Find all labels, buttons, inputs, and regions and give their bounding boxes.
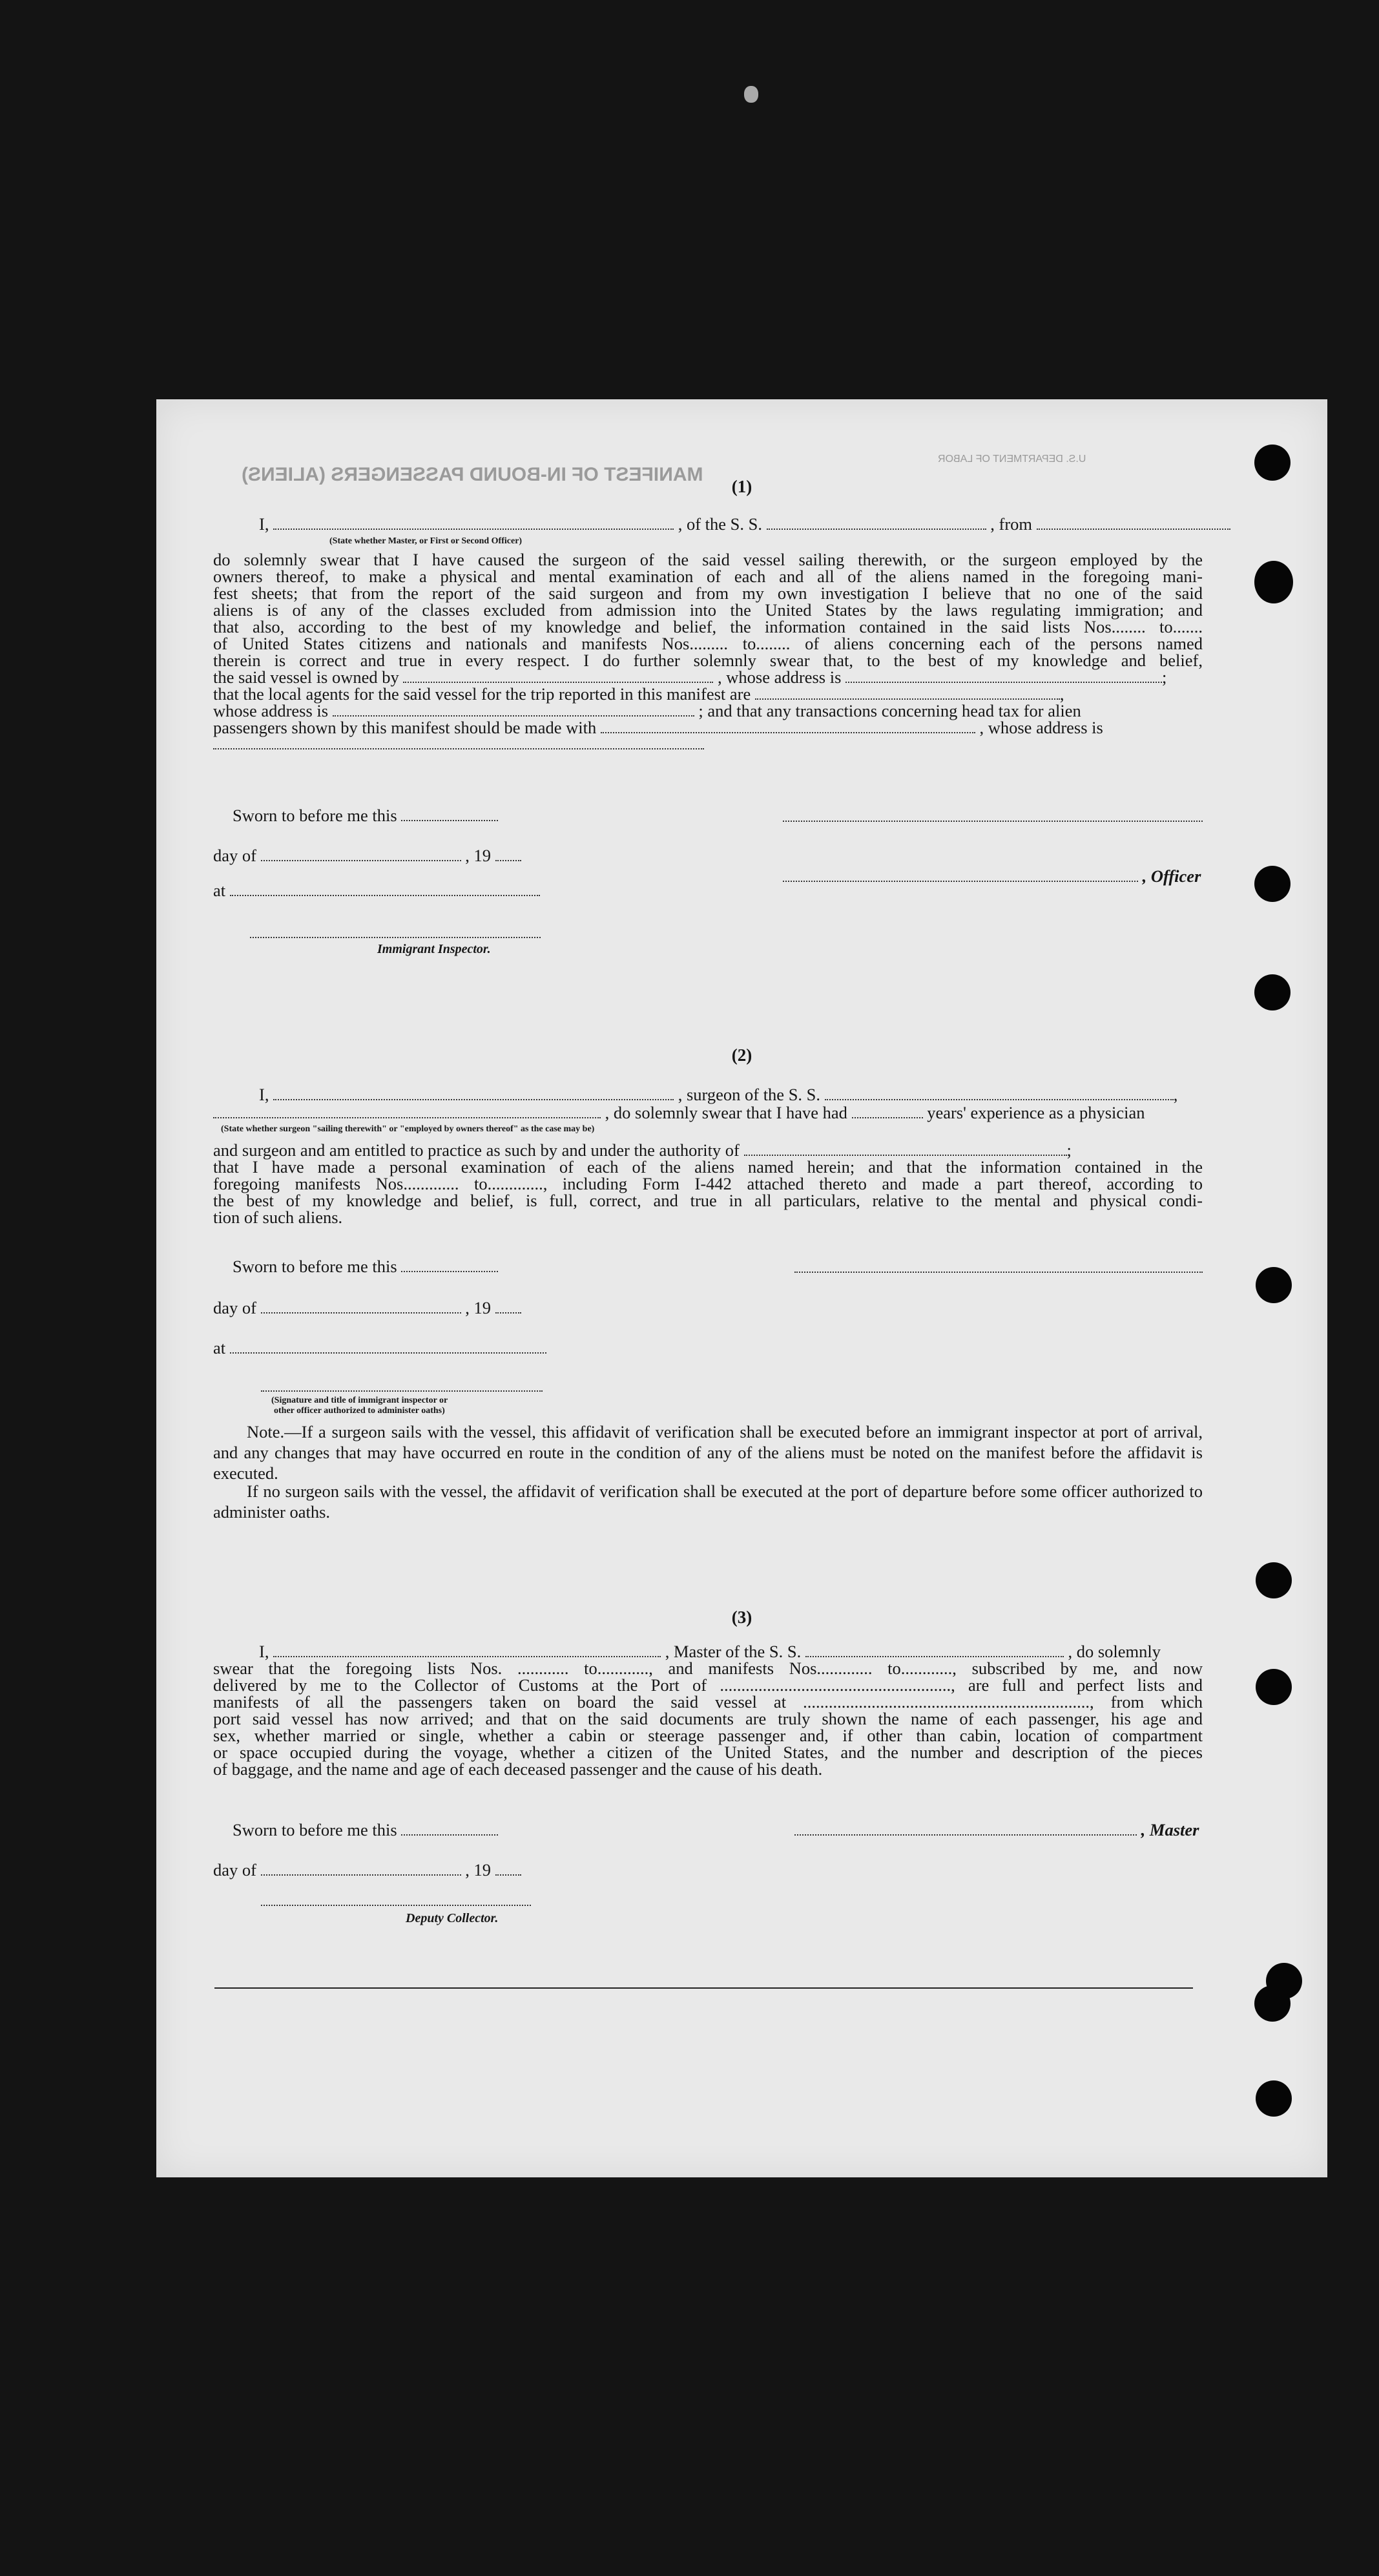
headtax-with-label: passengers shown by this manifest should be made with — [213, 718, 597, 737]
s1-sworn-label: Sworn to before me this — [233, 806, 397, 825]
s1-at-label: at — [213, 881, 226, 900]
s3-line: of baggage, and the name and age of each deceased passenger and the cause of his death. — [213, 1759, 823, 1779]
punch-hole — [1254, 866, 1291, 902]
s2-physician-label: years' experience as a physician — [927, 1103, 1145, 1122]
s2-line: the best of my knowledge and belief, is full, correct, and true in all particulars, relative to the mental and physical condi- — [213, 1191, 1203, 1210]
s2-year-label: , 19 — [465, 1298, 491, 1317]
s3-vessel-field[interactable] — [805, 1643, 1064, 1657]
headtax-address-label: , whose address is — [979, 718, 1103, 737]
stamp-header: MANIFEST OF IN-BOUND PASSENGERS (ALIENS) — [242, 464, 703, 485]
s1-ss-label: , of the S. S. — [678, 514, 763, 534]
owned-label: the said vessel is owned by — [213, 667, 399, 687]
years-experience-field[interactable] — [852, 1104, 923, 1118]
authority-field[interactable] — [744, 1142, 1067, 1156]
s3-year-label: , 19 — [465, 1860, 491, 1880]
headtax-address-field[interactable] — [213, 748, 704, 749]
punch-hole — [1256, 1562, 1292, 1598]
s2-authority-line: and surgeon and am entitled to practice as such by and under the authority of ; — [213, 1140, 1072, 1160]
punch-hole — [1256, 1267, 1292, 1303]
stamp-small: U.S. DEPARTMENT OF LABOR — [938, 454, 1086, 465]
s2-i: I, — [259, 1085, 269, 1104]
s3-line: manifests of all the passengers taken on board the said vessel at ..................................................................., from which — [213, 1692, 1203, 1712]
s2-sworn-day-field[interactable] — [401, 1258, 498, 1272]
s2-year-field[interactable] — [495, 1299, 521, 1314]
s2-exp-line — [213, 1102, 1145, 1123]
s1-officer — [783, 866, 1201, 886]
s2-sig-caption-1: (Signature and title of immigrant inspector or — [271, 1396, 448, 1405]
s3-i: I, — [259, 1642, 269, 1661]
scan-speck — [744, 86, 758, 103]
immigrant-inspector-label: Immigrant Inspector. — [377, 942, 491, 956]
s3-dayof-label: day of — [213, 1860, 256, 1880]
surgeon-name-field[interactable] — [273, 1086, 674, 1100]
s2-ss-label: , surgeon of the S. S. — [678, 1085, 821, 1104]
s1-line: that also, according to the best of my knowledge and belief, the information contained in the said lists Nos........ to....... — [213, 617, 1203, 636]
s2-month-field[interactable] — [261, 1299, 461, 1314]
s1-line: do solemnly swear that I have caused the surgeon of the said vessel sailing therewith, or the surgeon employed by the — [213, 550, 1203, 569]
s2-line: tion of such aliens. — [213, 1208, 343, 1227]
s2-status-caption: (State whether surgeon "sailing therewith" or "employed by owners thereof" as the case may be) — [221, 1124, 595, 1134]
punch-hole — [1254, 1985, 1291, 2022]
s3-ss-label: , Master of the S. S. — [665, 1642, 802, 1661]
collector-signature-field[interactable] — [261, 1905, 531, 1906]
section-2-heading: (2) — [731, 1045, 752, 1065]
s3-line: port said vessel has now arrived; and that on the said documents are truly shown the name of each passenger, his age and — [213, 1709, 1203, 1728]
s3-master — [794, 1819, 1199, 1840]
surgeon-signature-field[interactable] — [794, 1272, 1203, 1273]
s1-at-field[interactable] — [230, 882, 540, 896]
s3-solemnly-label: , do solemnly — [1068, 1642, 1161, 1661]
owner-field[interactable] — [403, 669, 713, 683]
s2-at — [213, 1337, 546, 1358]
punch-hole — [1254, 561, 1293, 603]
agents-address-label: whose address is — [213, 701, 329, 720]
officer-name-field[interactable] — [273, 516, 674, 530]
headtax-label: ; and that any transactions concerning head tax for alien — [698, 701, 1081, 720]
s1-line: of United States citizens and nationals and manifests Nos......... to........ of aliens concerning each of the persons named — [213, 634, 1203, 653]
s3-dayof — [213, 1859, 521, 1880]
s2-sworn-label: Sworn to before me this — [233, 1257, 397, 1276]
officer-label: , Officer — [1142, 866, 1201, 886]
agents-address-field[interactable] — [333, 702, 694, 717]
s2-swear-label: , do solemnly swear that I have had — [605, 1103, 847, 1122]
s1-i: I, — [259, 514, 269, 534]
s2-dayof — [213, 1297, 521, 1318]
manifest-page — [156, 399, 1327, 2177]
deputy-collector-label: Deputy Collector. — [406, 1911, 499, 1925]
authority-label: and surgeon and am entitled to practice as such by and under the authority of — [213, 1140, 740, 1160]
s1-passengers-line — [213, 717, 1103, 738]
s1-year-label: , 19 — [465, 846, 491, 865]
s2-line: that I have made a personal examination of each of the aliens named herein; and that the information contained in the — [213, 1157, 1203, 1177]
s1-month-field[interactable] — [261, 847, 461, 861]
s3-year-field[interactable] — [495, 1861, 521, 1876]
s1-year-field[interactable] — [495, 847, 521, 861]
agents-field[interactable] — [755, 686, 1060, 700]
s1-sworn-day-field[interactable] — [401, 807, 498, 821]
s1-line: fest sheets; that from the report of the said surgeon and from my own investigation I believe that no one of the said — [213, 583, 1203, 603]
vessel-name-field[interactable] — [767, 516, 986, 530]
s3-line: delivered by me to the Collector of Customs at the Port of ......................................................, are full and perfect lists and — [213, 1675, 1203, 1695]
s2-at-label: at — [213, 1338, 226, 1357]
inspector-signature-field[interactable] — [250, 937, 541, 938]
master-name-field[interactable] — [273, 1643, 661, 1657]
master-label: , Master — [1141, 1820, 1199, 1839]
from-port-field[interactable] — [1037, 516, 1230, 530]
s1-line: therein is correct and true in every respect. I do further solemnly swear that, to the best of my knowledge and belief, — [213, 651, 1203, 670]
s2-line: foregoing manifests Nos............. to............., including Form I-442 attached thereto and made a part thereof, according to — [213, 1174, 1203, 1193]
s3-line: sex, whether married or single, whether a cabin or steerage passenger and, if other than cabin, location of compartment — [213, 1726, 1203, 1745]
punch-hole — [1254, 445, 1291, 481]
s1-rank-caption: (State whether Master, or First or Second Officer) — [329, 536, 523, 546]
s2-dayof-label: day of — [213, 1298, 256, 1317]
officer-title-field[interactable] — [783, 868, 1138, 882]
s1-at — [213, 880, 540, 901]
s1-from-label: , from — [990, 514, 1033, 534]
s1-owner-line: the said vessel is owned by , whose address is ; — [213, 667, 1167, 687]
s1-dayof — [213, 845, 521, 866]
agents-label: that the local agents for the said vessel for the trip reported in this manifest are — [213, 684, 751, 704]
s3-sworn — [233, 1819, 498, 1840]
s1-line: aliens is of any of the classes excluded from admission into the United States by the laws regulating immigration; and — [213, 600, 1203, 620]
bottom-rule — [214, 1987, 1193, 1989]
s3-month-field[interactable] — [261, 1861, 461, 1876]
s2-oath-line: I, , surgeon of the S. S. , — [259, 1085, 1178, 1104]
s3-line: or space occupied during the voyage, whether a citizen of the United States, and the number and description of the pieces — [213, 1743, 1203, 1762]
s1-dayof-label: day of — [213, 846, 256, 865]
s2-at-field[interactable] — [230, 1339, 546, 1354]
s1-line: owners thereof, to make a physical and mental examination of each and all of the aliens named in the foregoing mani- — [213, 567, 1203, 586]
s3-sworn-day-field[interactable] — [401, 1821, 498, 1836]
punch-hole — [1254, 974, 1291, 1011]
s1-oath-line — [251, 514, 1233, 534]
s2-sworn — [233, 1256, 498, 1277]
headtax-party-field[interactable] — [601, 719, 975, 733]
punch-hole — [1256, 2080, 1292, 2117]
s1-agents-line: that the local agents for the said vessel for the trip reported in this manifest are , — [213, 684, 1064, 704]
section-1-heading: (1) — [731, 477, 752, 496]
owner-address-label: , whose address is — [718, 667, 842, 687]
punch-hole — [1256, 1669, 1292, 1705]
officer-signature-field[interactable] — [783, 821, 1203, 822]
s3-line: swear that the foregoing lists Nos. ............ to............, and manifests Nos............. to............, subscribed by me, and now — [213, 1659, 1203, 1678]
s2-vessel-field[interactable] — [825, 1086, 1174, 1100]
s2-note-1: Note.—If a surgeon sails with the vessel, this affidavit of verification shall be executed before an immigrant inspector at port of arrival, and any changes that may have occurred en route in the condition of any of the aliens must be noted on the manifest before the affidavit is executed. — [213, 1422, 1203, 1483]
master-signature-field[interactable] — [794, 1821, 1137, 1836]
section-3-heading: (3) — [731, 1607, 752, 1627]
s3-sworn-label: Sworn to before me this — [233, 1820, 397, 1839]
s1-sworn — [233, 805, 498, 826]
s2-sig-caption-2: other officer authorized to administer oaths) — [274, 1406, 445, 1416]
s2-note-2: If no surgeon sails with the vessel, the affidavit of verification shall be executed at the port of departure before some officer authorized to administer oaths. — [213, 1482, 1203, 1522]
owner-address-field[interactable] — [845, 669, 1162, 683]
s2-officer-signature-field[interactable] — [261, 1390, 543, 1392]
surgeon-status-field[interactable] — [213, 1104, 601, 1118]
